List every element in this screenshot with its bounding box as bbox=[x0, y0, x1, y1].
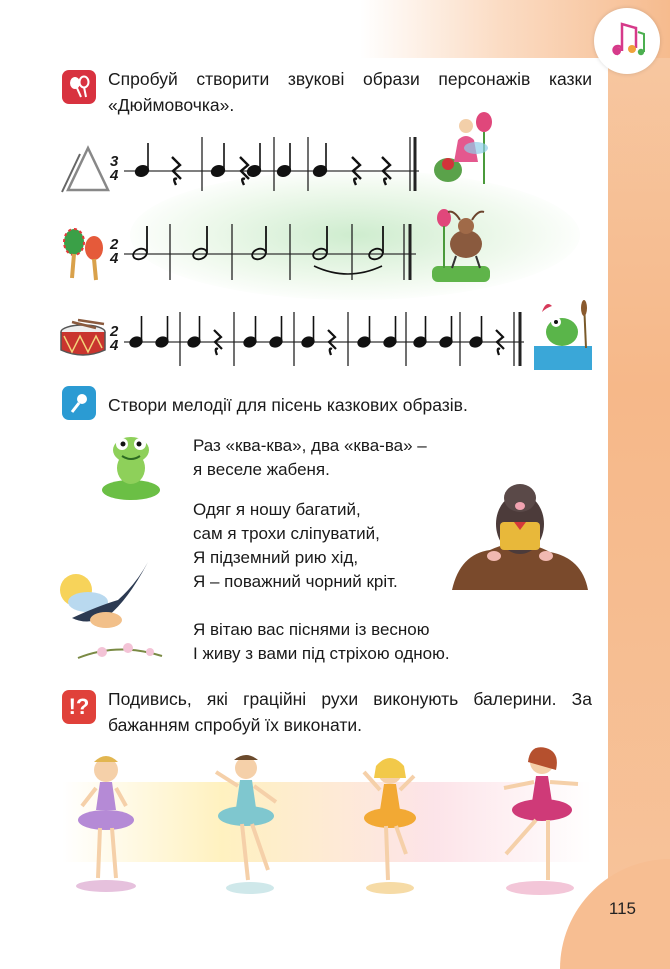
maracas-icon bbox=[62, 70, 96, 104]
ballerina-icon bbox=[206, 750, 296, 896]
ballerina-icon bbox=[350, 750, 436, 896]
page-number: 115 bbox=[608, 899, 636, 918]
music-notes-icon bbox=[594, 8, 660, 74]
drum-icon bbox=[58, 318, 108, 360]
rhythm-staff bbox=[124, 135, 424, 195]
time-sig-bottom: 4 bbox=[110, 337, 119, 354]
fairy-flower-icon bbox=[428, 104, 502, 190]
time-signature bbox=[110, 325, 118, 353]
time-sig-top: 2 bbox=[110, 236, 119, 253]
triangle-icon bbox=[60, 140, 110, 195]
question-exclamation-icon: !? bbox=[62, 690, 96, 724]
page-margin-band bbox=[608, 0, 670, 969]
poem-line: Я вітаю вас піснями із весною bbox=[193, 620, 430, 639]
frog-pond-icon bbox=[532, 298, 594, 372]
poem-line: І живу з вами під стріхою одною. bbox=[193, 644, 450, 663]
beetle-icon bbox=[428, 204, 492, 284]
rhythm-staff bbox=[124, 222, 420, 284]
poem-line: Раз «ква-ква», два «ква-ва» – bbox=[193, 436, 427, 455]
time-signature bbox=[110, 155, 118, 183]
poem-line: Я – поважний чорний кріт. bbox=[193, 572, 398, 591]
poem-line: я веселе жабеня. bbox=[193, 460, 330, 479]
frog-icon bbox=[100, 428, 162, 502]
poem-line: сам я трохи сліпуватий, bbox=[193, 524, 380, 543]
time-sig-top: 2 bbox=[110, 323, 119, 340]
time-signature bbox=[110, 238, 118, 266]
poem-line: Я підземний рию хід, bbox=[193, 548, 359, 567]
time-sig-bottom: 4 bbox=[110, 250, 119, 267]
time-sig-top: 3 bbox=[110, 153, 119, 170]
time-sig-bottom: 4 bbox=[110, 167, 119, 184]
swallow-icon bbox=[58, 560, 170, 668]
task3-text: Подивись, які граційні рухи виконують балерини. За бажанням спробуй їх виконати. bbox=[108, 689, 592, 735]
poem-swallow bbox=[193, 618, 450, 666]
ballerina-icon bbox=[486, 744, 590, 896]
rhythm-staff bbox=[124, 310, 528, 370]
poem-mole bbox=[193, 498, 398, 594]
microphone-icon bbox=[62, 386, 96, 420]
ballerina-icon bbox=[64, 748, 150, 894]
task2-text: Створи мелодії для пісень казкових образів. bbox=[108, 395, 468, 415]
poem-frog bbox=[193, 434, 427, 482]
maracas-icon bbox=[60, 226, 108, 282]
mole-icon bbox=[450, 478, 590, 600]
task1-text: Спробуй створити звукові образи персонажів казки «Дюймовочка». bbox=[108, 69, 592, 115]
poem-line: Одяг я ношу багатий, bbox=[193, 500, 361, 519]
